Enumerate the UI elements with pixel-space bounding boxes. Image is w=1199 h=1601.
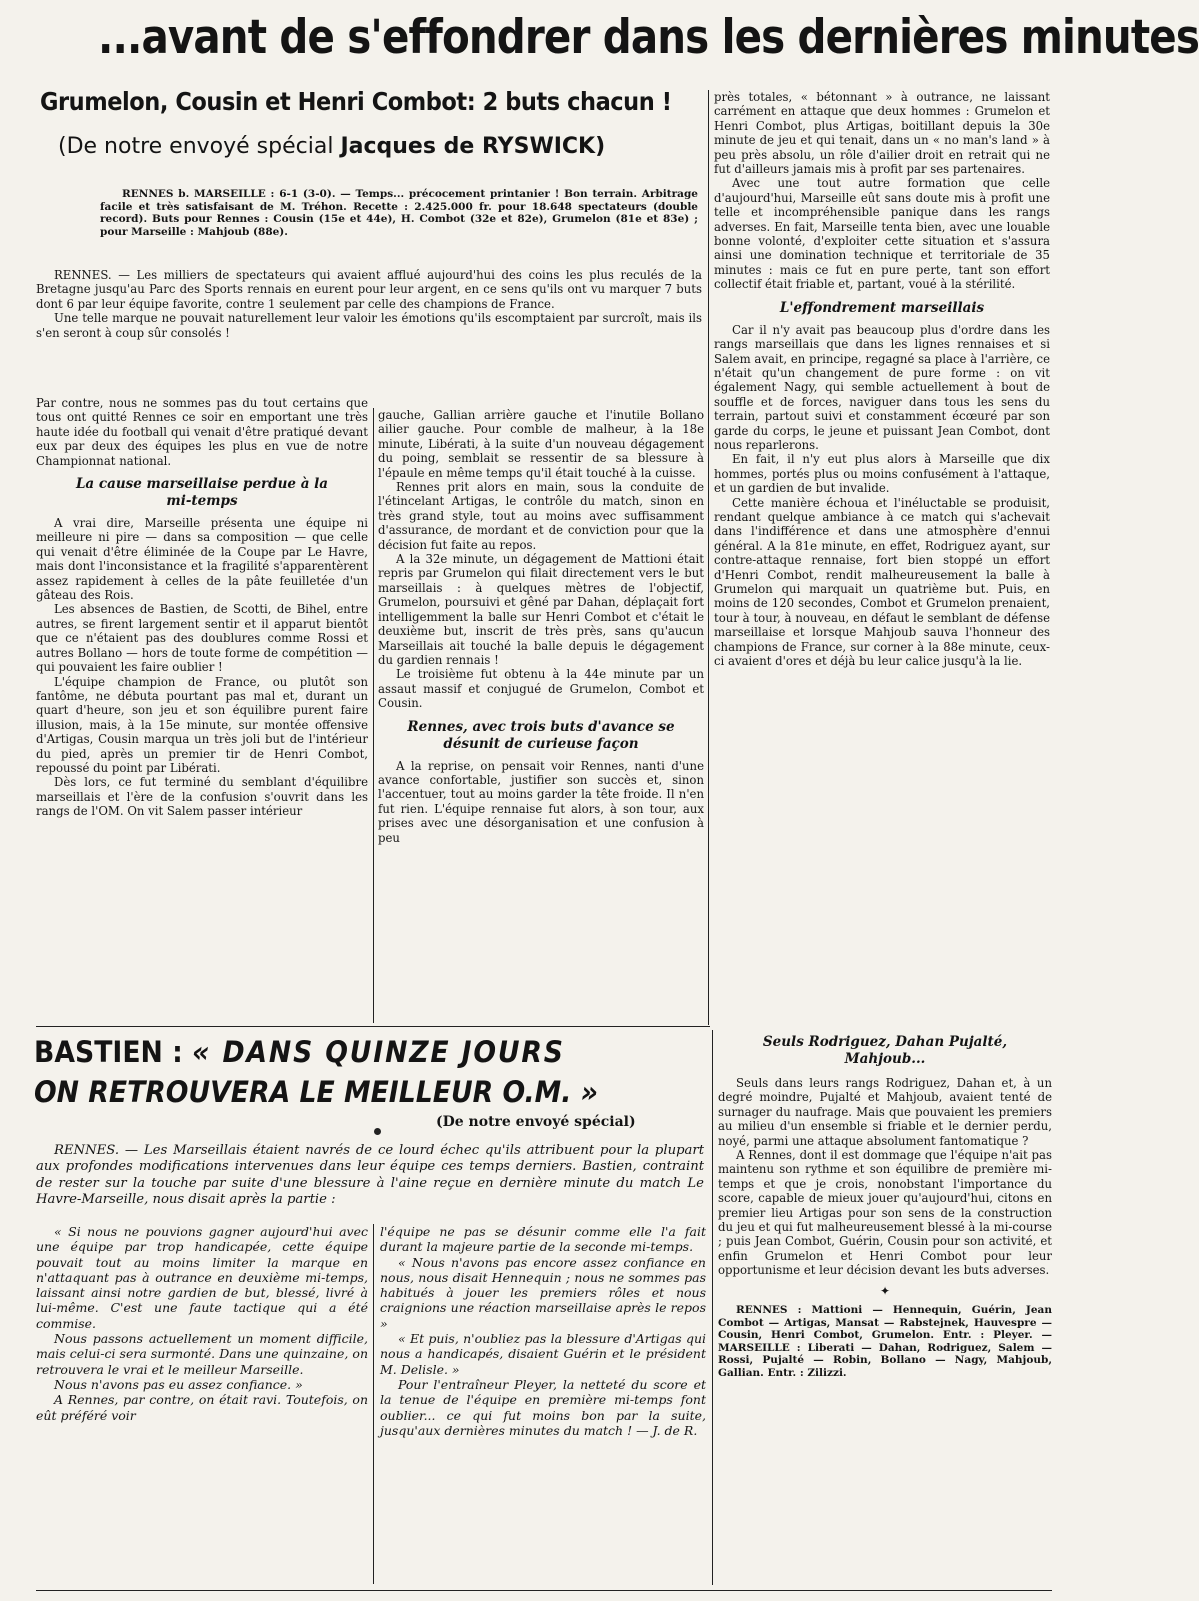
interview-paragraph: Nous n'avons pas eu assez confiance. » (54, 1376, 303, 1392)
column-paragraph: A Rennes, dont il est dommage que l'équipe n'ait pas maintenu son rythme et son équilibre de première mi-temps et que je crois, nonobstant l'importance du score, capable de mieux jouer qu'aujourd'hui, citons en premier lieu Artigas pour son sens de la construction du jeu et qui fut malheureusement blessé à la mi-course ; puis Jean Combot, Guérin, Cousin pour son activité, et enfin Grumelon et Henri Combot pour leur opportunisme et leur décision devant les buts adverses. (718, 1148, 1052, 1278)
column-paragraph: Avec une tout autre formation que celle d'aujourd'hui, Marseille eût sans doute mis à profit une telle et incompréhensible panique dans les rangs adverses. En fait, Marseille tenta bien, avec une louable bonne volonté, d'exploiter cette situation et s'assura ainsi une domination technique et territoriale de 35 minutes : mais ce fut en pure perte, tant son effort collectif était friable et, partant, voué à la stérilité. (714, 176, 1050, 292)
column-paragraph: gauche, Gallian arrière gauche et l'inutile Bollano ailier gauche. Pour comble de malheur, à la 18e minute, Libérati, à la suite d'un nouveau dégagement du poing, semblait se ressentir de sa blessure à l'épaule en même temps qu'il était touché à la cuisse. (378, 408, 704, 480)
column-divider (708, 90, 709, 1025)
interview-paragraph: « Si nous ne pouvions gagner aujourd'hui avec une équipe par trop handicapée, cette équipe pouvait tout au moins limiter la marque en n'attaquant pas à outrance en deuxième mi-temps, laissant ainsi notre gardien de but, blessé, livré à lui-même. C'est une faute tactique qui a été commise. (36, 1224, 368, 1331)
column-paragraph: Car il n'y avait pas beaucoup plus d'ordre dans les rangs marseillais que dans les lignes rennaises et si Salem avait, en principe, regagné sa place à l'arrière, ce n'était qu'un changement de pure forme : on vit également Nagy, qui semble actuellement à bout de souffle et de forces, naviguer dans tous les sens du terrain, partout suivi et constamment écœuré par son garde du corps, le jeune et puissant Jean Combot, dont nous reparlerons. (714, 322, 1050, 452)
column-paragraph: Par contre, nous ne sommes pas du tout certains que tous ont quitté Rennes ce soir en emportant une très haute idée du football qui venait d'être pratiqué devant eux par deux des équipes les plus en vue de notre Championnat national. (36, 396, 368, 468)
subheading: L'effondrement marseillais (779, 299, 985, 316)
interview-intro: RENNES. — Les Marseillais étaient navrés de ce lourd échec qu'ils attribuent pour la plupart aux profondes modifications intervenues dans leur équipe ces temps derniers. Bastien, contraint de rester sur la touche par suite d'une blessure à l'aine reçue en dernière minute du match Le Havre-Marseille, nous disait après la partie : (36, 1143, 704, 1208)
article-intro (36, 268, 702, 340)
article-column-1 (36, 396, 368, 819)
match-summary: RENNES b. MARSEILLE : 6-1 (3-0). — Temps... précocement printanier ! Bon terrain. Arbitrage facile et très satisfaisant de M. Tréhon. Recette : 2.425.000 fr. pour 18.648 spectateurs (double record). Buts pour Rennes : Cousin (15e et 44e), H. Combot (32e et 82e), Grumelon (81e et 83e) ; pour Marseille : Mahjoub (88e). (100, 188, 698, 238)
column-paragraph: Seuls dans leurs rangs Rodriguez, Dahan et, à un degré moindre, Pujalté et Mahjoub, avaient tenté de surnager du naufrage. Mais que pouvaient les premiers au milieu d'un ensemble si friable et le dernier perdu, noyé, parmi une attaque absolument fantomatique ? (718, 1076, 1052, 1148)
article-column-4 (718, 1034, 1052, 1380)
column-paragraph: En fait, il n'y eut plus alors à Marseille que dix hommes, portés plus ou moins confusément à l'attaque, et un gardien de but invalide. (714, 452, 1050, 496)
interview-quote-line-2: ON RETROUVERA LE MEILLEUR O.M. » (34, 1075, 599, 1109)
interview-title-prefix: BASTIEN : (34, 1035, 183, 1069)
column-divider (373, 408, 374, 1023)
interview-paragraph: Nous passons actuellement un moment difficile, mais celui-ci sera surmonté. Dans une quinzaine, on retrouvera le vrai et le meilleur Marseille. (36, 1331, 368, 1377)
interview-byline: (De notre envoyé spécial) (436, 1114, 636, 1130)
subheading: La cause marseillaise perdue à la mi-temps (75, 476, 329, 510)
interview-column-2 (380, 1224, 706, 1438)
interview-title (34, 1032, 660, 1112)
article-column-2 (378, 408, 704, 845)
byline-prefix: (De notre envoyé spécial (58, 134, 334, 159)
column-divider (712, 1030, 713, 1585)
article-title: Grumelon, Cousin et Henri Combot: 2 buts chacun ! (40, 87, 672, 116)
intro-paragraph-2: Une telle marque ne pouvait naturellement leur valoir les émotions qu'ils escomptaient par surcroît, mais ils s'en seront à coup sûr consolés ! (36, 311, 702, 340)
separator-ornament: ✦ (879, 1283, 891, 1298)
subheading: Seuls Rodriguez, Dahan Pujalté, Mahjoub... (762, 1034, 1008, 1067)
column-paragraph: A la reprise, on pensait voir Rennes, nanti d'une avance confortable, justifier son succès et, sinon l'accentuer, tout au moins garder la tête froide. Il n'en fut rien. L'équipe rennaise fut alors, à son tour, aux prises avec une désorganisation et une confusion à peu (378, 758, 704, 845)
column-paragraph: Cette manière échoua et l'inéluctable se produisit, rendant quelque ambiance à ce match qui s'achevait dans l'indifférence et dans une atmosphère d'ennui général. A la 81e minute, en effet, Rodriguez ayant, sur contre-attaque rennaise, fort bien stoppé un effort d'Henri Combot, rendit malheureusement la balle à Grumelon qui marquait un quatrième but. Puis, en moins de 120 secondes, Combot et Grumelon prenaient, tour à tour, à nouveau, en défaut le semblant de défense marseillaise et lorsque Mahjoub sauva l'honneur des champions de France, sur corner à la 88e minute, ceux-ci avaient d'ores et déjà bu leur calice jusqu'à la lie. (714, 495, 1050, 669)
column-paragraph: A vrai dire, Marseille présenta une équipe ni meilleure ni pire — dans sa composition — que celle qui venait d'être éliminée de la Coupe par Le Havre, mais dont l'inconsistance et la fragilité s'apparentèrent assez rapidement à celles de la pâte feuilletée d'un gâteau des Rois. (36, 516, 368, 603)
column-paragraph: L'équipe champion de France, ou plutôt son fantôme, ne débuta pourtant pas mal et, durant un quart d'heure, son jeu et son équilibre purent faire illusion, mais, à la 15e minute, sur montée offensive d'Artigas, Cousin marqua un très joli but de l'intérieur du pied, après un premier tir de Henri Combot, repoussé du point par Libérati. (36, 674, 368, 775)
column-paragraph: Les absences de Bastien, de Scotti, de Bihel, entre autres, se firent largement sentir et il apparut bientôt que ce n'étaient pas des doublures comme Rossi et autres Bollano — hors de toute forme de compétition — qui pouvaient les faire oublier ! (36, 602, 368, 675)
interview-paragraph: « Nous n'avons pas encore assez confiance en nous, nous disait Hennequin ; nous ne sommes pas habitués à jouer les premiers rôles et nous craignions une réaction marseillaise après le repos » (380, 1254, 706, 1331)
column-paragraph: A la 32e minute, un dégagement de Mattioni était repris par Grumelon qui filait directement vers le but marseillais : à quelques mètres de l'objectif, Grumelon, poursuivi et gêné par Dahan, déplaçait fort intelligemment la balle sur Henri Combot et c'était le deuxième but, inscrit de très près, sans qu'aucun Marseillais ait touché la balle depuis le dégagement du gardien rennais ! (378, 552, 704, 667)
interview-paragraph: Pour l'entraîneur Pleyer, la netteté du score et la tenue de l'équipe en première mi-temps font oublier... ce qui fut moins bon par la suite, jusqu'aux dernières minutes du match ! — J. de R. (380, 1376, 706, 1438)
team-lineups: RENNES : Mattioni — Hennequin, Guérin, Jean Combot — Artigas, Mansat — Rabstejnek, Hauvespre — Cousin, Henri Combot, Grumelon. Entr. : Pleyer. — MARSEILLE : Liberati — Dahan, Rodriguez, Salem — Rossi, Pujalté — Robin, Bollano — Nagy, Mahjoub, Gallian. Entr. : Zilizzi. (718, 1304, 1052, 1380)
intro-paragraph-1: RENNES. — Les milliers de spectateurs qui avaient afflué aujourd'hui des coins les plus reculés de la Bretagne jusqu'au Parc des Sports rennais en eurent pour leur argent, en ce sens qu'ils ont vu marquer 7 buts dont 6 par leur équipe favorite, contre 1 seulement par celle des champions de France. (36, 268, 702, 311)
column-paragraph: près totales, « bétonnant » à outrance, ne laissant carrément en attaque que deux hommes : Grumelon et Henri Combot, plus Artigas, boitillant depuis la 30e minute de jeu et qui tenait, dans un « no man's land » à peu près absolu, un rôle d'ailier droit en retrait qui ne fut d'ailleurs jamais mis à profit par ses partenaires. (714, 90, 1050, 177)
interview-title-line-1 (34, 1032, 660, 1072)
interview-paragraph: l'équipe ne pas se désunir comme elle l'a fait durant la majeure partie de la seconde mi-temps. (380, 1224, 706, 1255)
section-divider (36, 1026, 710, 1027)
interview-paragraph: « Et puis, n'oubliez pas la blessure d'Artigas qui nous a handicapés, disaient Guérin et le président M. Delisle. » (380, 1331, 706, 1377)
subheading: Rennes, avec trois buts d'avance se désunit de curieuse façon (407, 718, 675, 752)
bottom-rule (36, 1590, 1052, 1591)
column-paragraph: Rennes prit alors en main, sous la conduite de l'étincelant Artigas, le contrôle du match, sinon en très grand style, tout au moins avec suffisamment d'assurance, de mordant et de conviction pour que la décision fut faite au repos. (378, 480, 704, 552)
interview-paragraph: A Rennes, par contre, on était ravi. Toutefois, on eût préféré voir (36, 1392, 368, 1423)
column-paragraph: Le troisième fut obtenu à la 44e minute par un assaut massif et conjugué de Grumelon, Combot et Cousin. (378, 667, 704, 711)
article-column-3 (714, 90, 1050, 668)
column-divider (373, 1224, 374, 1584)
bullet-icon (374, 1128, 381, 1135)
byline-author: Jacques de RYSWICK) (340, 134, 606, 159)
interview-column-1 (36, 1224, 368, 1423)
interview-quote-line-1: « DANS QUINZE JOURS (192, 1035, 565, 1069)
page-headline: ...avant de s'effondrer dans les dernières minutes (98, 10, 1199, 65)
byline (58, 132, 718, 162)
column-paragraph: Dès lors, ce fut terminé du semblant d'équilibre marseillais et l'ère de la confusion s'ouvrit dans les rangs de l'OM. On vit Salem passer intérieur (36, 775, 368, 819)
